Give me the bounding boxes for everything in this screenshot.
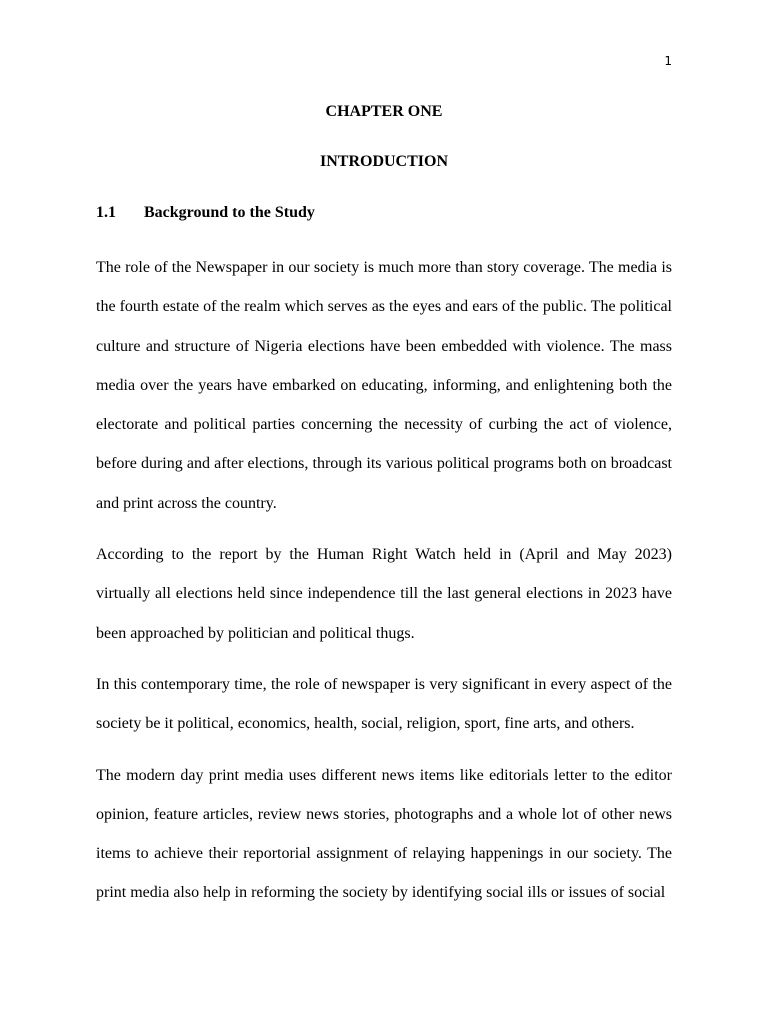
body-text bbox=[96, 248, 672, 925]
chapter-subtitle: INTRODUCTION bbox=[319, 153, 448, 170]
section-number: 1.1 bbox=[96, 204, 116, 221]
paragraph: The modern day print media uses different news items like editorials letter to the editor opinion, feature articles, review news stories, photographs and a whole lot of other news items to achieve their reportorial assignment of relaying happenings in our society. The print media also help in reforming the society by identifying social ills or issues of social bbox=[96, 766, 672, 902]
section-heading bbox=[96, 201, 315, 225]
page-number: 1 bbox=[664, 54, 672, 68]
paragraph: According to the report by the Human Right Watch held in (April and May 2023) virtually all elections held since independence till the last general elections in 2023 have been approached by politician and political thugs. bbox=[96, 546, 672, 642]
chapter-title: CHAPTER ONE bbox=[325, 103, 443, 120]
paragraph: In this contemporary time, the role of newspaper is very significant in every aspect of the society be it political, economics, health, social, religion, sport, fine arts, and others. bbox=[96, 675, 672, 733]
section-title: Background to the Study bbox=[144, 204, 315, 221]
paragraph: The role of the Newspaper in our society is much more than story coverage. The media is the fourth estate of the realm which serves as the eyes and ears of the public. The political culture and structure of Nigeria elections have been embedded with violence. The mass media over the years have embarked on educating, informing, and enlightening both the electorate and political parties concerning the necessity of curbing the act of violence, before during and after elections, through its various political programs both on broadcast and print across the country. bbox=[96, 259, 672, 512]
